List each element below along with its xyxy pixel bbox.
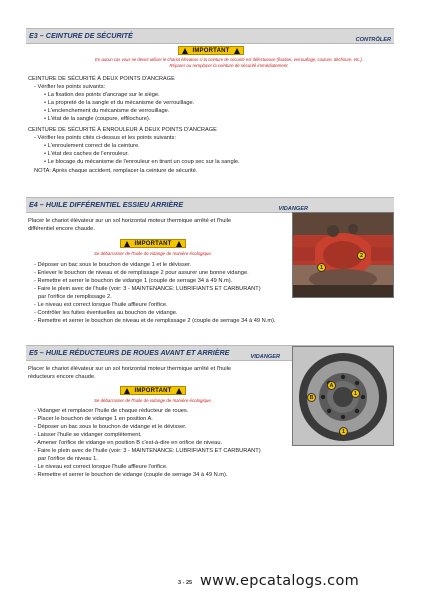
list-item: - Vérifier les points cités ci-dessus et les points suivants:: [34, 135, 176, 141]
list-item: - Le niveau est correct lorsque l'huile affleure l'orifice.: [34, 464, 168, 470]
list-item: - Déposer un bac sous le bouchon de vidange 1 et le dévisser.: [34, 262, 192, 268]
list-item: - Amener l'orifice de vidange en position B c'est-à-dire en orifice de niveau.: [34, 440, 223, 446]
warning-text: Se débarrasser de l'huile de vidange de manière écologique.: [93, 251, 212, 256]
list-item: - Déposer un bac sous le bouchon de vidange et le dévisser.: [34, 424, 187, 430]
subsection-heading: CEINTURE DE SÉCURITÉ À ENROULEUR À DEUX POINTS D'ANCRAGE: [28, 127, 217, 133]
callout-marker: B: [307, 393, 316, 402]
list-item: - Remettre et serrer le bouchon de vidange 1 (couple de serrage 34 à 49 N.m).: [34, 278, 233, 284]
list-item: - Laisser l'huile se vidanger complètement.: [34, 432, 142, 438]
callout-marker: 1: [351, 389, 360, 398]
watermark-url: www.epcatalogs.com: [200, 573, 360, 589]
list-item: - Remettre et serrer le bouchon de vidange (couple de serrage 34 à 49 N.m).: [34, 472, 228, 478]
warning-text: Se débarrasser de l'huile de vidange de manière écologique.: [93, 398, 212, 403]
list-item: • L'état des caches de l'enrouleur.: [44, 151, 129, 157]
list-item: - Le niveau est correct lorsque l'huile affleure l'orifice.: [34, 302, 168, 308]
section-action-tag: VIDANGER: [250, 354, 280, 360]
warning-icon: [176, 388, 182, 394]
important-banner: [120, 386, 186, 395]
list-item: - Enlever le bouchon de niveau et de remplissage 2 pour assurer une bonne vidange.: [34, 270, 249, 276]
section-title: E5 – HUILE RÉDUCTEURS DE ROUES AVANT ET ARRIÈRE: [29, 348, 230, 357]
paragraph: Placer le chariot élévateur sur un sol horizontal moteur thermique arrêté et l'huile: [28, 218, 232, 224]
warning-icon: [182, 48, 188, 54]
warning-text: En aucun cas vous ne devez utiliser le chariot élévateur si la ceinture de sécurité est défectueuse (fixation, verrouillage, couture, déchirure, etc.).: [95, 57, 363, 62]
list-item: • La fixation des points d'ancrage sur le siège.: [44, 92, 160, 98]
important-label: IMPORTANT: [134, 240, 172, 247]
callout-marker: A: [327, 381, 336, 390]
callout-marker: 1: [339, 427, 348, 436]
warning-icon: [124, 388, 130, 394]
differential-axle-illustration: [293, 213, 393, 297]
list-item: - Faire le plein avec de l'huile (voir: 3 - MAINTENANCE: LUBRIFIANTS ET CARBURANT): [34, 448, 261, 454]
list-item: • L'enclenchement du mécanisme de verrouillage.: [44, 108, 170, 114]
section-header-e3: [26, 28, 394, 44]
warning-text: Réparer ou remplacer la ceinture de sécurité immédiatement.: [169, 63, 289, 68]
important-label: IMPORTANT: [134, 387, 172, 394]
callout-marker: 1: [317, 263, 326, 272]
list-item: - Placer le bouchon de vidange 1 en position A.: [34, 416, 153, 422]
list-item: • Le blocage du mécanisme de l'enrouleur en tirant un coup sec sur la sangle.: [44, 159, 240, 165]
section-action-tag: VIDANGER: [278, 206, 308, 212]
page-number: 3 - 25: [178, 580, 193, 586]
list-item: - Remettre et serrer le bouchon de niveau et de remplissage 2 (couple de serrage 34 à 49 N.m).: [34, 318, 276, 324]
paragraph: Placer le chariot élévateur sur un sol horizontal moteur thermique arrêté et l'huile: [28, 366, 232, 372]
note-text: NOTA: Après chaque accident, remplacer la ceinture de sécurité.: [34, 168, 198, 174]
section-title: E4 – HUILE DIFFÉRENTIEL ESSIEU ARRIÈRE: [29, 200, 184, 209]
list-item: par l'orifice de niveau 1.: [38, 456, 98, 462]
list-item: - Contrôler les fuites éventuelles au bouchon de vidange.: [34, 310, 178, 316]
important-label: IMPORTANT: [192, 47, 230, 54]
list-item: • La propreté de la sangle et du mécanisme de verrouillage.: [44, 100, 195, 106]
warning-icon: [234, 48, 240, 54]
important-banner: [120, 239, 186, 248]
list-item: - Vérifier les points suivants:: [34, 84, 106, 90]
paragraph: différentiel encore chaude.: [28, 226, 95, 232]
list-item: - Faire le plein avec de l'huile (voir: 3 - MAINTENANCE: LUBRIFIANTS ET CARBURANT): [34, 286, 261, 292]
wheel-hub-photo: [292, 346, 394, 446]
section-action-tag: CONTRÔLER: [355, 37, 391, 43]
list-item: - Vidanger et remplacer l'huile de chaque réducteur de roues.: [34, 408, 189, 414]
list-item: • L'enroulement correct de la ceinture.: [44, 143, 140, 149]
subsection-heading: CEINTURE DE SÉCURITÉ À DEUX POINTS D'ANCRAGE: [28, 76, 175, 82]
paragraph: réducteurs encore chaude.: [28, 374, 96, 380]
differential-axle-photo: [292, 212, 394, 298]
callout-marker: 2: [357, 251, 366, 260]
warning-icon: [176, 241, 182, 247]
section-header-e4: [26, 197, 394, 213]
list-item: • L'état de la sangle (coupure, effilochure).: [44, 116, 151, 122]
warning-icon: [124, 241, 130, 247]
section-title: E3 – CEINTURE DE SÉCURITÉ: [29, 31, 133, 40]
list-item: par l'orifice de remplissage 2.: [38, 294, 112, 300]
important-banner: [178, 46, 244, 55]
